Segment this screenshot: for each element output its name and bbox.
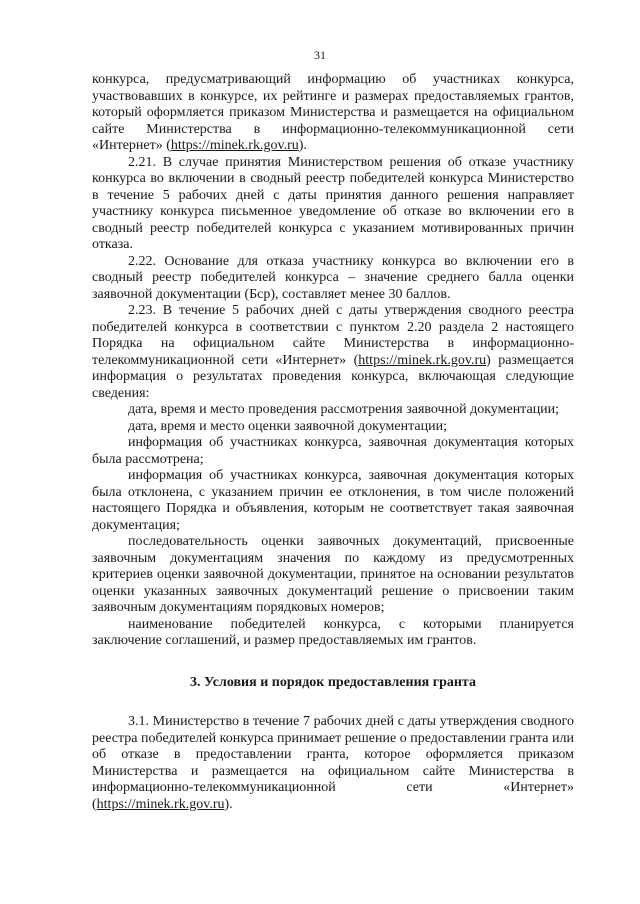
paragraph-text: 3.1. Министерство в течение 7 рабочих дней с даты утверждения сводного реестра победителей конкурса принимает решение о предоставлении гранта или об отказе в предоставлении гранта, которое оформляется приказом Министерства и размещается на официальном сайте Министерства в информационно-телекоммуникационной сети «Интернет» ( [92, 714, 574, 812]
paragraph-text: 2.22. Основание для отказа участнику конкурса во включении его в сводный реестр победителей конкурса – значение среднего балла оценки заявочной документации (Бср), составляет менее 30 баллов. [92, 253, 574, 302]
paragraph-text: 2.21. В случае принятия Министерством решения об отказе участнику конкурса во включении в сводный реестр победителей конкурса Министерство в течение 5 рабочих дней с даты принятия данного решения направляет участнику конкурса письменное уведомление об отказе во включении его в сводный реестр победителей конкурса с указанием мотивированных причин отказа. [92, 154, 574, 252]
paragraph-group-section-3 [92, 714, 574, 813]
paragraph [92, 72, 574, 155]
paragraph-text: ) размещается информация о результатах проведения конкурса, включающая следующие сведения: [92, 352, 574, 401]
section-heading: 3. Условия и порядок предоставления гранта [190, 674, 476, 690]
paragraph [92, 534, 574, 617]
paragraph [92, 435, 574, 468]
paragraph [92, 254, 574, 304]
paragraph [92, 402, 574, 419]
paragraph [92, 419, 574, 436]
paragraph-text: дата, время и место оценки заявочной документации; [128, 418, 447, 434]
paragraph-text: дата, время и место проведения рассмотрения заявочной документации; [128, 402, 560, 417]
website-link[interactable]: https://minek.rk.gov.ru [96, 796, 225, 812]
spacer [92, 691, 574, 714]
website-link[interactable]: https://minek.rk.gov.ru [170, 138, 299, 153]
paragraph-group-section-2 [92, 72, 574, 650]
paragraph-text: 2.23. В течение 5 рабочих дней с даты утверждения сводного реестра победителей конкурса в соответствии с пунктом 2.20 раздела 2 настоящего Порядка на официальном сайте Министерства в информационно-телекоммуникационной сети «Интернет» ( [92, 303, 574, 368]
document-body [92, 72, 574, 813]
paragraph-text: конкурса, предусматривающий информацию об участниках конкурса, участвовавших в конкурсе, их рейтинге и размерах предоставляемых грантов, который оформляется приказом Министерства и размещается на официальном сайте Министерства в информационно-телекоммуникационной сети «Интернет» ( [92, 72, 574, 153]
paragraph [92, 468, 574, 534]
paragraph [92, 303, 574, 402]
paragraph-text: информация об участниках конкурса, заявочная документация которых была рассмотрена; [92, 435, 574, 467]
paragraph-text: ). [224, 796, 233, 812]
paragraph-text: наименование победителей конкурса, с которыми планируется заключение соглашений, и размер предоставляемых им грантов. [92, 616, 574, 648]
paragraph-text: информация об участниках конкурса, заявочная документация которых была отклонена, с указанием причин ее отклонения, в том числе положений настоящего Порядка и объявления, которым не соответствует такая заявочная документация; [92, 468, 574, 533]
website-link[interactable]: https://minek.rk.gov.ru [358, 352, 487, 368]
paragraph [92, 155, 574, 254]
paragraph-text: последовательность оценки заявочных документаций, присвоенные заявочным документациям значения по каждому из предусмотренных критериев оценки заявочной документации, принятое на основании результатов оценки указанных заявочных документаций решение о присвоении таким заявочным документациям порядковых номеров; [92, 534, 574, 615]
paragraph [92, 617, 574, 650]
paragraph-text: ). [298, 138, 307, 153]
paragraph [92, 714, 574, 813]
spacer [92, 650, 574, 675]
page-number: 31 [314, 48, 326, 62]
